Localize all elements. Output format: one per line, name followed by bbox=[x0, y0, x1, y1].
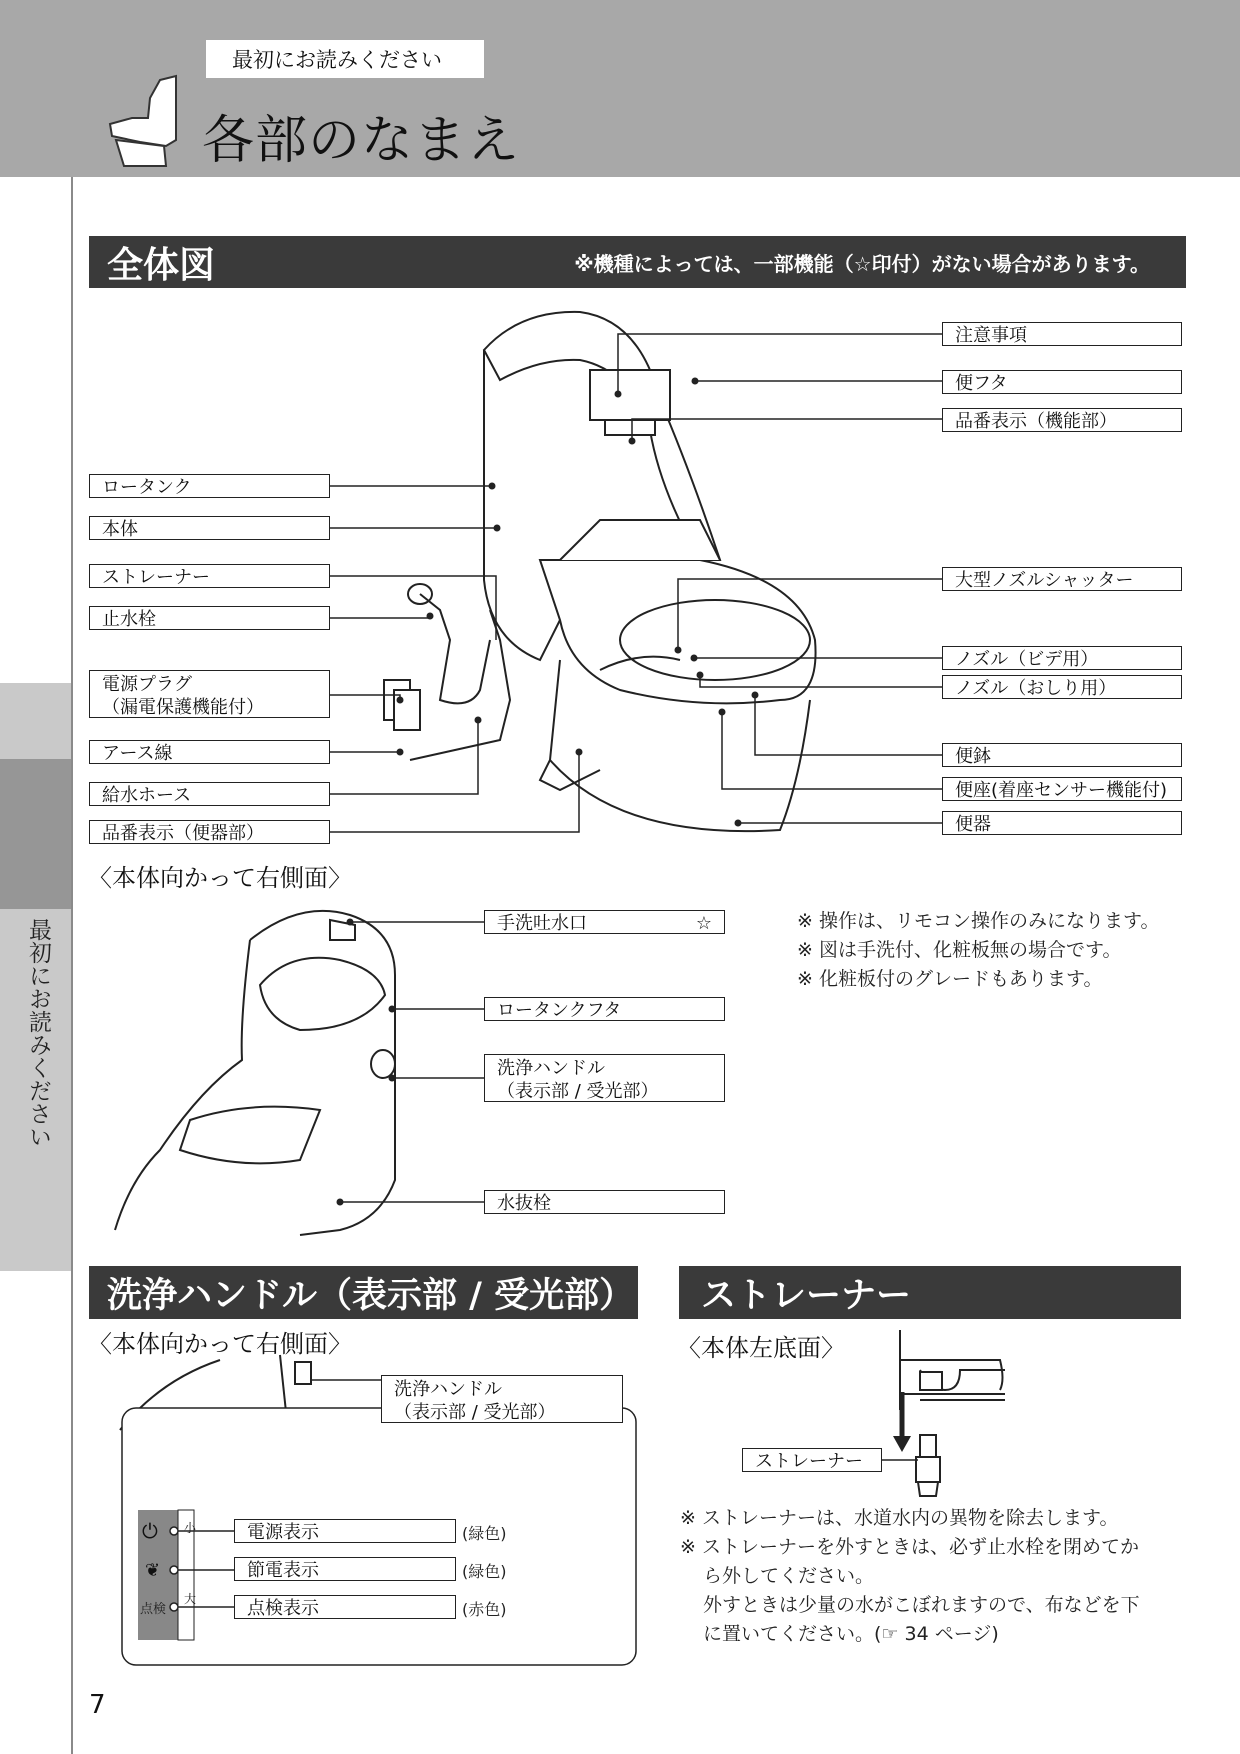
eco-color-text: (緑色) bbox=[462, 1562, 507, 1581]
toilet-overview-drawing bbox=[384, 312, 816, 831]
strainer-section-title: ストレーナー bbox=[701, 1275, 912, 1316]
power-icon: ⏻ bbox=[142, 1519, 158, 1543]
label-nozzle-rear: ノズル（おしり用） bbox=[942, 675, 1182, 699]
label-drain-plug: 水抜栓 bbox=[484, 1190, 725, 1214]
label-model-function: 品番表示（機能部） bbox=[942, 408, 1182, 432]
label-flush-handle-side: 洗浄ハンドル （表示部 / 受光部） bbox=[484, 1054, 725, 1102]
label-nozzle-shutter: 大型ノズルシャッター bbox=[942, 567, 1182, 591]
side-tab-dark bbox=[0, 759, 71, 909]
strainer-note-1: ※ ストレーナーは、水道水内の異物を除去します。 bbox=[680, 1507, 1119, 1529]
side-view-subtitle: 〈本体向かって右側面〉 bbox=[88, 864, 352, 892]
label-toilet-body: 便器 bbox=[942, 811, 1182, 835]
margin-rule bbox=[71, 177, 73, 1754]
label-bowl: 便鉢 bbox=[942, 743, 1182, 767]
label-seat: 便座(着座センサー機能付) bbox=[942, 777, 1182, 801]
label-hand-wash-spout: 手洗吐水口 ☆ bbox=[484, 910, 725, 934]
label-model-toilet: 品番表示（便器部） bbox=[89, 820, 330, 844]
label-stop-valve: 止水栓 bbox=[89, 606, 330, 630]
strainer-note-3: ら外してください。 bbox=[703, 1565, 875, 1587]
overview-title: 全体図 bbox=[107, 244, 216, 286]
page-title: 各部のなまえ bbox=[202, 111, 521, 171]
label-nozzle-bidet: ノズル（ビデ用） bbox=[942, 646, 1182, 670]
check-color-text: (赤色) bbox=[462, 1600, 507, 1619]
side-tab-label: 最初にお読みください bbox=[25, 918, 51, 1148]
label-check-indicator: 点検表示 bbox=[234, 1595, 456, 1619]
handle-section-title: 洗浄ハンドル（表示部 / 受光部） bbox=[107, 1275, 635, 1316]
leaf-icon: ❦ bbox=[145, 1560, 161, 1581]
star-icon: ☆ bbox=[695, 913, 712, 934]
label-water-hose: 給水ホース bbox=[89, 782, 330, 806]
label-main-body: 本体 bbox=[89, 516, 330, 540]
small-flush-mark: 小 bbox=[184, 1521, 197, 1535]
strainer-section-header bbox=[679, 1266, 1181, 1319]
side-note-1: ※ 操作は、リモコン操作のみになります。 bbox=[797, 910, 1160, 932]
label-strainer-detail: ストレーナー bbox=[742, 1448, 882, 1472]
strainer-subtitle: 〈本体左底面〉 bbox=[677, 1334, 845, 1362]
large-flush-mark: 大 bbox=[184, 1592, 197, 1606]
check-mark-label: 点検 bbox=[140, 1602, 167, 1617]
overview-header bbox=[89, 236, 1186, 288]
label-flush-handle: 洗浄ハンドル （表示部 / 受光部） bbox=[381, 1375, 623, 1423]
power-color-text: (緑色) bbox=[462, 1524, 507, 1543]
handle-subtitle: 〈本体向かって右側面〉 bbox=[88, 1330, 352, 1358]
page-number: 7 bbox=[89, 1690, 106, 1720]
label-eco-indicator: 節電表示 bbox=[234, 1557, 456, 1581]
label-tank-lid: ロータンクフタ bbox=[484, 997, 725, 1021]
overview-note: ※機種によっては、一部機能（☆印付）がない場合があります。 bbox=[574, 251, 1150, 276]
label-ground-wire: アース線 bbox=[89, 740, 330, 764]
label-lid: 便フタ bbox=[942, 370, 1182, 394]
side-note-2: ※ 図は手洗付、化粧板無の場合です。 bbox=[797, 939, 1122, 961]
label-power-indicator: 電源表示 bbox=[234, 1519, 456, 1543]
read-first-tag: 最初にお読みください bbox=[206, 40, 484, 78]
arrow-down-icon bbox=[893, 1392, 911, 1452]
label-caution: 注意事項 bbox=[942, 322, 1182, 346]
label-strainer: ストレーナー bbox=[89, 564, 330, 588]
toilet-side-drawing bbox=[115, 911, 395, 1235]
strainer-note-2: ※ ストレーナーを外すときは、必ず止水栓を閉めてか bbox=[680, 1536, 1139, 1558]
side-tab-light bbox=[0, 683, 71, 759]
toilet-icon bbox=[110, 76, 176, 166]
strainer-drawing bbox=[900, 1330, 1005, 1496]
strainer-note-4: 外すときは少量の水がこぼれますので、布などを下 bbox=[703, 1594, 1140, 1616]
side-note-3: ※ 化粧板付のグレードもあります。 bbox=[797, 968, 1103, 990]
strainer-note-5: に置いてください。(☞ 34 ページ) bbox=[703, 1623, 999, 1645]
label-low-tank: ロータンク bbox=[89, 474, 330, 498]
label-power-plug: 電源プラグ （漏電保護機能付） bbox=[89, 670, 330, 718]
handle-section-header bbox=[89, 1266, 638, 1319]
